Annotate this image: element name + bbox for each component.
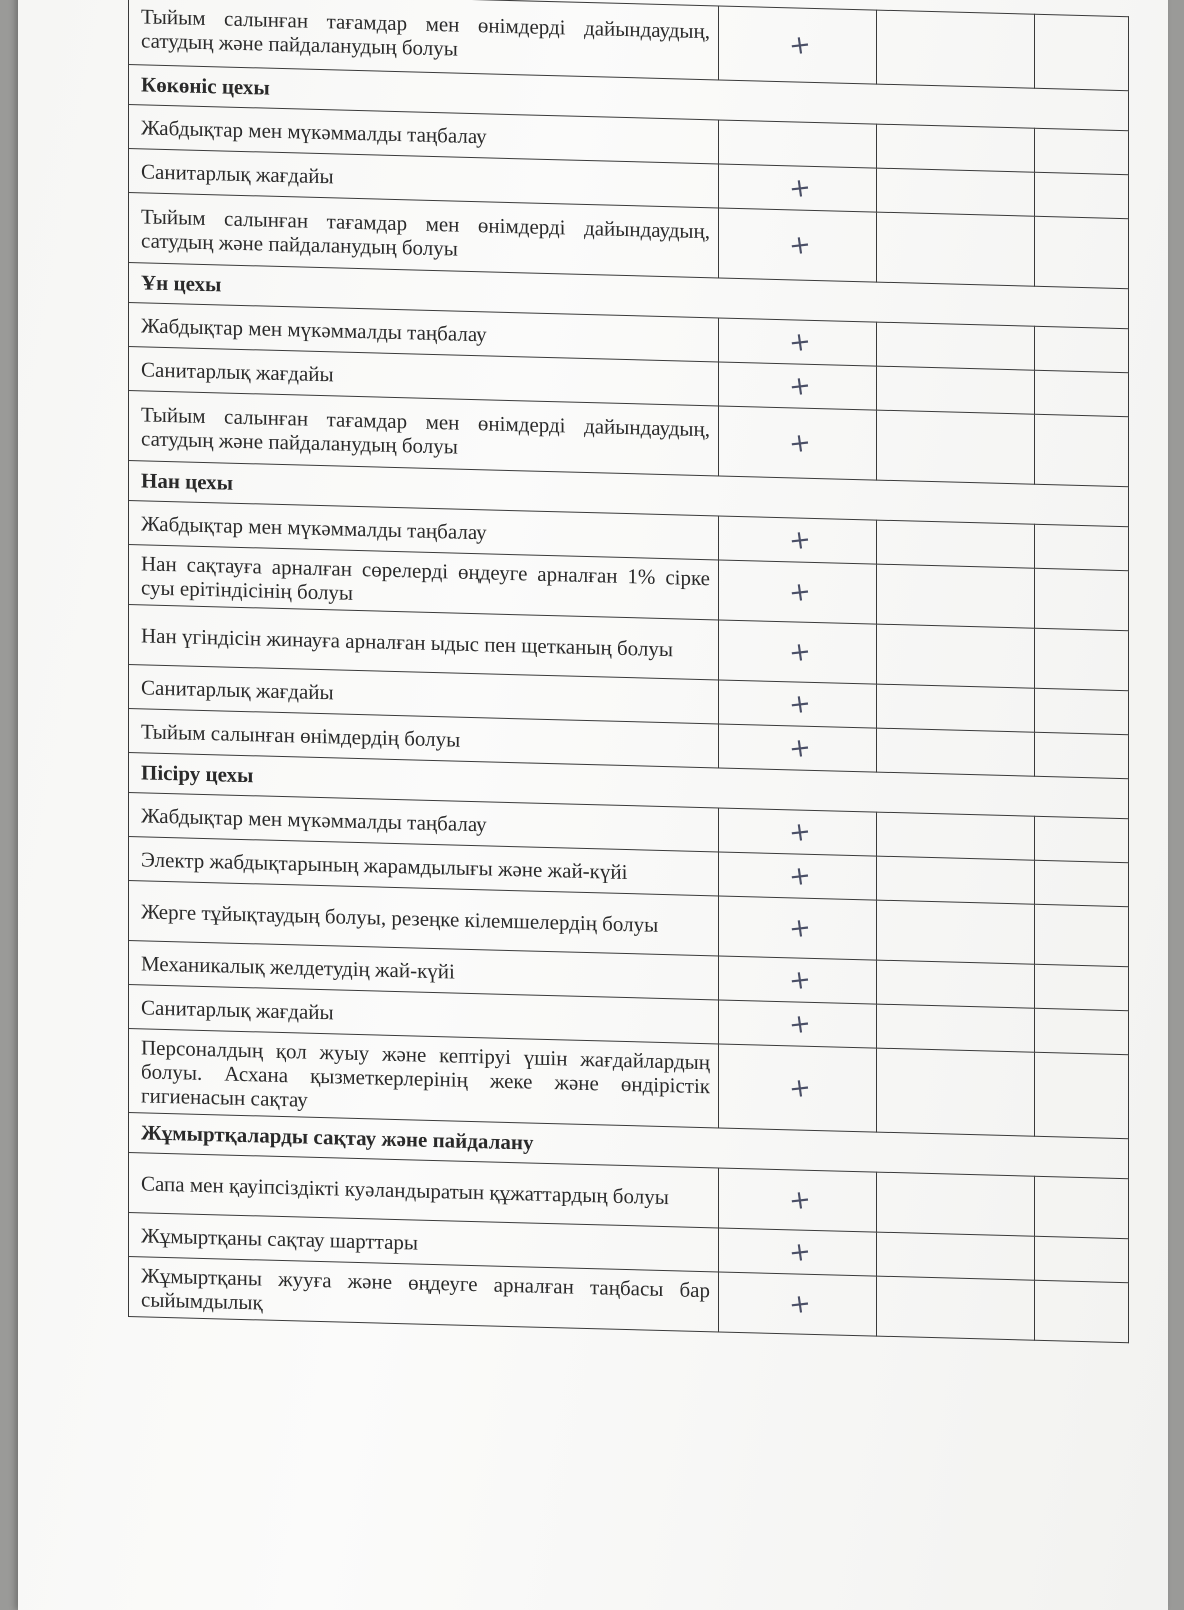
compliance-mark-cell (719, 560, 877, 624)
notes-cell (1035, 568, 1129, 630)
empty-cell (877, 168, 1035, 216)
requirement-text: Жабдықтар мен мүкәммалды таңбалау (129, 303, 719, 362)
compliance-mark-cell (719, 164, 877, 212)
section-heading: Көкөніс цехы (129, 65, 1129, 131)
empty-cell (877, 564, 1035, 628)
handwritten-plus-mark: + (786, 523, 813, 557)
empty-cell (877, 728, 1035, 776)
empty-cell (877, 212, 1035, 286)
handwritten-plus-mark: + (786, 426, 813, 460)
requirement-text: Санитарлық жағдайы (129, 149, 719, 208)
compliance-mark-cell (719, 852, 877, 900)
section-heading: Ұн цехы (129, 263, 1129, 329)
empty-cell (877, 410, 1035, 484)
notes-cell (1035, 172, 1129, 218)
empty-cell (877, 520, 1035, 568)
notes-cell (1035, 688, 1129, 734)
notes-cell (1035, 1280, 1129, 1342)
section-heading: Жұмыртқаларды сақтау және пайдалану (129, 1113, 1129, 1179)
notes-cell (1035, 524, 1129, 570)
requirement-text: Тыйым салынған тағамдар мен өнімдерді дайындаудың, сатудың және пайдаланудың болуы (129, 391, 719, 476)
empty-cell (877, 900, 1035, 964)
notes-cell (1035, 628, 1129, 690)
compliance-mark-cell (719, 406, 877, 480)
handwritten-plus-mark: + (786, 325, 813, 359)
handwritten-plus-mark: + (786, 963, 813, 997)
empty-cell (877, 124, 1035, 172)
handwritten-plus-mark: + (786, 731, 813, 765)
requirement-text: Механикалық желдетудің жай-күйі (129, 941, 719, 1000)
requirement-text: Санитарлық жағдайы (129, 985, 719, 1044)
empty-cell (877, 1172, 1035, 1236)
compliance-mark-cell (719, 1000, 877, 1048)
notes-cell (1035, 964, 1129, 1010)
compliance-mark-cell (719, 1272, 877, 1336)
requirement-text: Электр жабдықтарының жарамдылығы және жай-күйі (129, 837, 719, 896)
notes-cell (1035, 128, 1129, 174)
notes-cell (1035, 1176, 1129, 1238)
notes-cell (1035, 1236, 1129, 1282)
notes-cell (1035, 216, 1129, 288)
compliance-mark-cell (719, 1044, 877, 1132)
requirement-text: Жұмыртқаны жууға және өңдеуге арналған таңбасы бар сыйымдылық (129, 1257, 719, 1332)
document-page (18, 0, 1168, 1610)
compliance-mark-cell (719, 808, 877, 856)
handwritten-plus-mark: + (786, 1183, 813, 1217)
compliance-mark-cell (719, 516, 877, 564)
requirement-text: Нан сақтауға арналған сөрелерді өңдеуге арналған 1% сірке суы ерітіндісінің болуы (129, 545, 719, 620)
empty-cell (877, 1232, 1035, 1280)
requirement-text: Тыйым салынған тағамдар мен өнімдерді дайындаудың, сатудың және пайдаланудың болуы (129, 193, 719, 278)
empty-cell (877, 1048, 1035, 1136)
handwritten-plus-mark: + (786, 815, 813, 849)
requirement-text: Нан үгіндісін жинауға арналған ыдыс пен щетканың болуы (129, 605, 719, 680)
checklist-body (129, 0, 1129, 1343)
requirement-text: Жабдықтар мен мүкәммалды таңбалау (129, 793, 719, 852)
empty-cell (877, 624, 1035, 688)
requirement-text: Тыйым салынған тағамдар мен өнімдерді дайындаудың, сатудың және пайдаланудың болуы (129, 0, 719, 80)
compliance-mark-cell (719, 208, 877, 282)
empty-cell (877, 1004, 1035, 1052)
empty-cell (877, 684, 1035, 732)
notes-cell (1035, 1008, 1129, 1054)
handwritten-plus-mark: + (786, 635, 813, 669)
empty-cell (877, 1276, 1035, 1340)
handwritten-plus-mark: + (786, 1071, 813, 1105)
empty-cell (877, 366, 1035, 414)
empty-cell (877, 322, 1035, 370)
inspection-checklist (128, 0, 1138, 1576)
notes-cell (1035, 816, 1129, 862)
handwritten-plus-mark: + (786, 687, 813, 721)
handwritten-plus-mark: + (786, 1287, 813, 1321)
compliance-mark-cell (719, 1228, 877, 1276)
handwritten-plus-mark: + (786, 1235, 813, 1269)
notes-cell (1035, 14, 1129, 90)
compliance-mark-cell (719, 680, 877, 728)
compliance-mark-cell (719, 318, 877, 366)
compliance-mark-cell (719, 6, 877, 84)
requirement-text: Жабдықтар мен мүкәммалды таңбалау (129, 105, 719, 164)
checklist-table (128, 0, 1129, 1343)
compliance-mark-cell (719, 724, 877, 772)
requirement-text: Жұмыртқаны сақтау шарттары (129, 1213, 719, 1272)
compliance-mark-cell (719, 956, 877, 1004)
requirement-text: Жабдықтар мен мүкәммалды таңбалау (129, 501, 719, 560)
requirement-text: Сапа мен қауіпсіздікті куәландыратын құжаттардың болуы (129, 1153, 719, 1228)
requirement-text: Жерге тұйықтаудың болуы, резеңке кілемшелердің болуы (129, 881, 719, 956)
compliance-mark-cell (719, 1168, 877, 1232)
requirement-text: Персоналдың қол жуыу және кептіруі үшін жағдайлардың болуы. Асхана қызметкерлерінің жеке және өндірістік гигиенасын сақтау (129, 1029, 719, 1128)
handwritten-plus-mark: + (786, 1007, 813, 1041)
handwritten-plus-mark: + (786, 859, 813, 893)
requirement-text: Санитарлық жағдайы (129, 665, 719, 724)
notes-cell (1035, 904, 1129, 966)
handwritten-plus-mark: + (786, 369, 813, 403)
handwritten-plus-mark: + (786, 28, 813, 62)
requirement-text: Санитарлық жағдайы (129, 347, 719, 406)
empty-cell (877, 812, 1035, 860)
handwritten-plus-mark: + (786, 228, 813, 262)
compliance-mark-cell (719, 120, 877, 168)
handwritten-plus-mark: + (786, 575, 813, 609)
notes-cell (1035, 1052, 1129, 1138)
empty-cell (877, 856, 1035, 904)
handwritten-plus-mark: + (786, 171, 813, 205)
section-heading: Нан цехы (129, 461, 1129, 527)
compliance-mark-cell (719, 896, 877, 960)
notes-cell (1035, 326, 1129, 372)
requirement-text: Тыйым салынған өнімдердің болуы (129, 709, 719, 768)
notes-cell (1035, 860, 1129, 906)
notes-cell (1035, 414, 1129, 486)
empty-cell (877, 960, 1035, 1008)
handwritten-plus-mark: + (786, 911, 813, 945)
section-heading: Пісіру цехы (129, 753, 1129, 819)
empty-cell (877, 10, 1035, 88)
compliance-mark-cell (719, 620, 877, 684)
compliance-mark-cell (719, 362, 877, 410)
notes-cell (1035, 370, 1129, 416)
notes-cell (1035, 732, 1129, 778)
